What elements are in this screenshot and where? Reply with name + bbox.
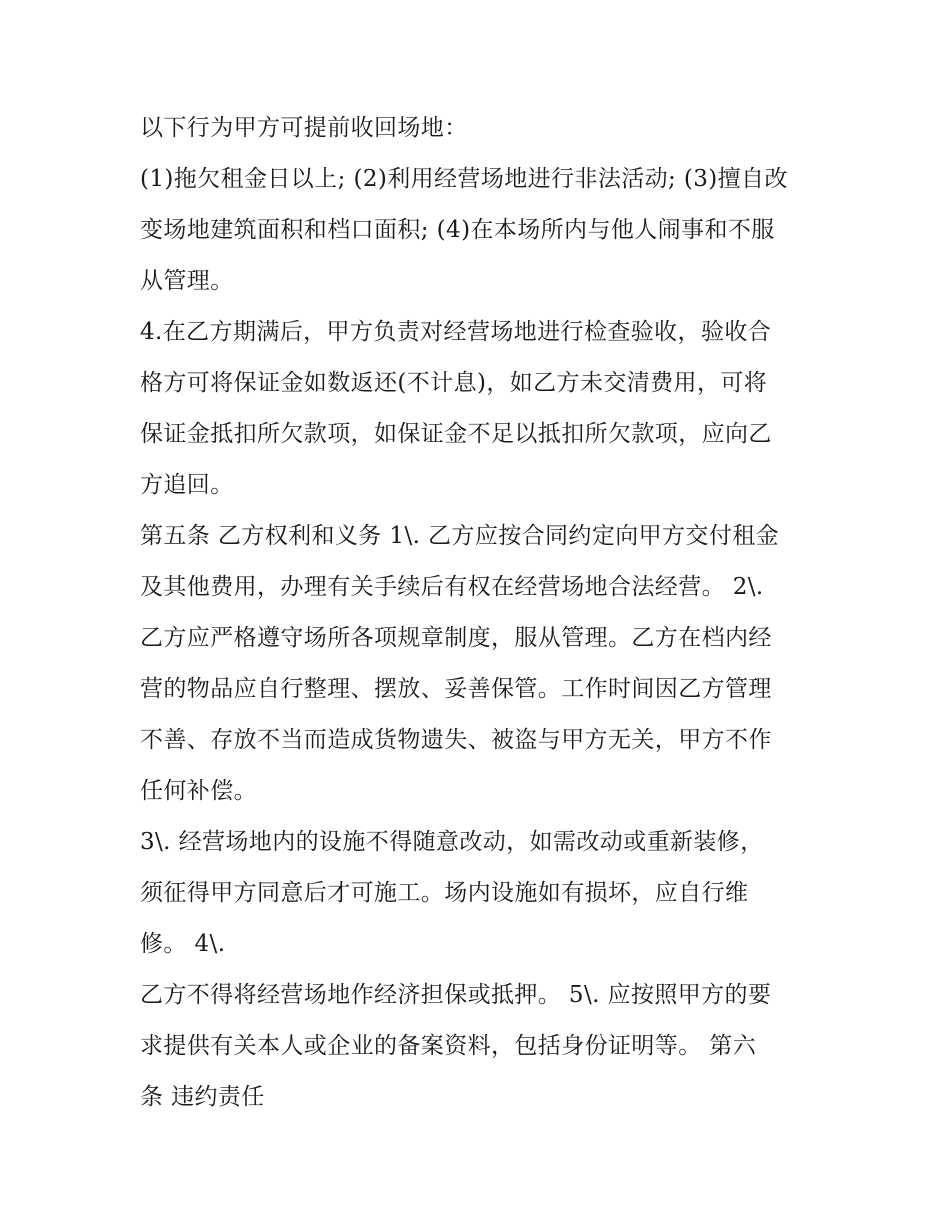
text-line: 4.在乙方期满后，甲方负责对经营场地进行检查验收，验收合 xyxy=(140,319,772,345)
text-line: 须征得甲方同意后才可施工。场内设施如有损坏，应自行维 xyxy=(140,880,749,906)
text-line: 修。 4\. xyxy=(140,931,226,957)
paragraph-clause-3-facilities xyxy=(140,817,820,970)
text-line: 格方可将保证金如数返还(不计息)，如乙方未交清费用，可将 xyxy=(140,370,768,396)
paragraph-clause-4-5-obligations xyxy=(140,970,820,1123)
text-line: 保证金抵扣所欠款项，如保证金不足以抵扣所欠款项，应向乙 xyxy=(140,421,772,447)
text-line: 方追回。 xyxy=(140,472,234,498)
text-line: 乙方应严格遵守场所各项规章制度，服从管理。乙方在档内经 xyxy=(140,625,772,651)
paragraph-clause-4-deposit xyxy=(140,307,820,511)
text-line: 不善、存放不当而造成货物遗失、被盗与甲方无关，甲方不作 xyxy=(140,727,772,753)
text-line: 条 违约责任 xyxy=(140,1084,265,1110)
text-line: 3\. 经营场地内的设施不得随意改动，如需改动或重新装修， xyxy=(140,829,764,855)
paragraph-early-termination-intro xyxy=(140,103,820,154)
text-line: 及其他费用，办理有关手续后有权在经营场地合法经营。 2\. xyxy=(140,574,764,600)
paragraph-termination-conditions xyxy=(140,154,820,307)
text-line: 乙方不得将经营场地作经济担保或抵押。 5\. 应按照甲方的要 xyxy=(140,982,772,1008)
document-body xyxy=(140,103,820,1123)
text-line: 变场地建筑面积和档口面积; (4)在本场所内与他人闹事和不服 xyxy=(140,217,775,243)
text-line: 求提供有关本人或企业的备案资料，包括身份证明等。 第六 xyxy=(140,1033,757,1059)
text-line: (1)拖欠租金日以上; (2)利用经营场地进行非法活动; (3)擅自改 xyxy=(140,166,788,192)
text-line: 任何补偿。 xyxy=(140,778,257,804)
text-line: 营的物品应自行整理、摆放、妥善保管。工作时间因乙方管理 xyxy=(140,676,772,702)
text-line: 以下行为甲方可提前收回场地： xyxy=(140,115,468,141)
text-line: 从管理。 xyxy=(140,268,234,294)
text-line: 第五条 乙方权利和义务 1\. 乙方应按合同约定向甲方交付租金 xyxy=(140,523,780,549)
paragraph-article-5-rights xyxy=(140,511,820,817)
